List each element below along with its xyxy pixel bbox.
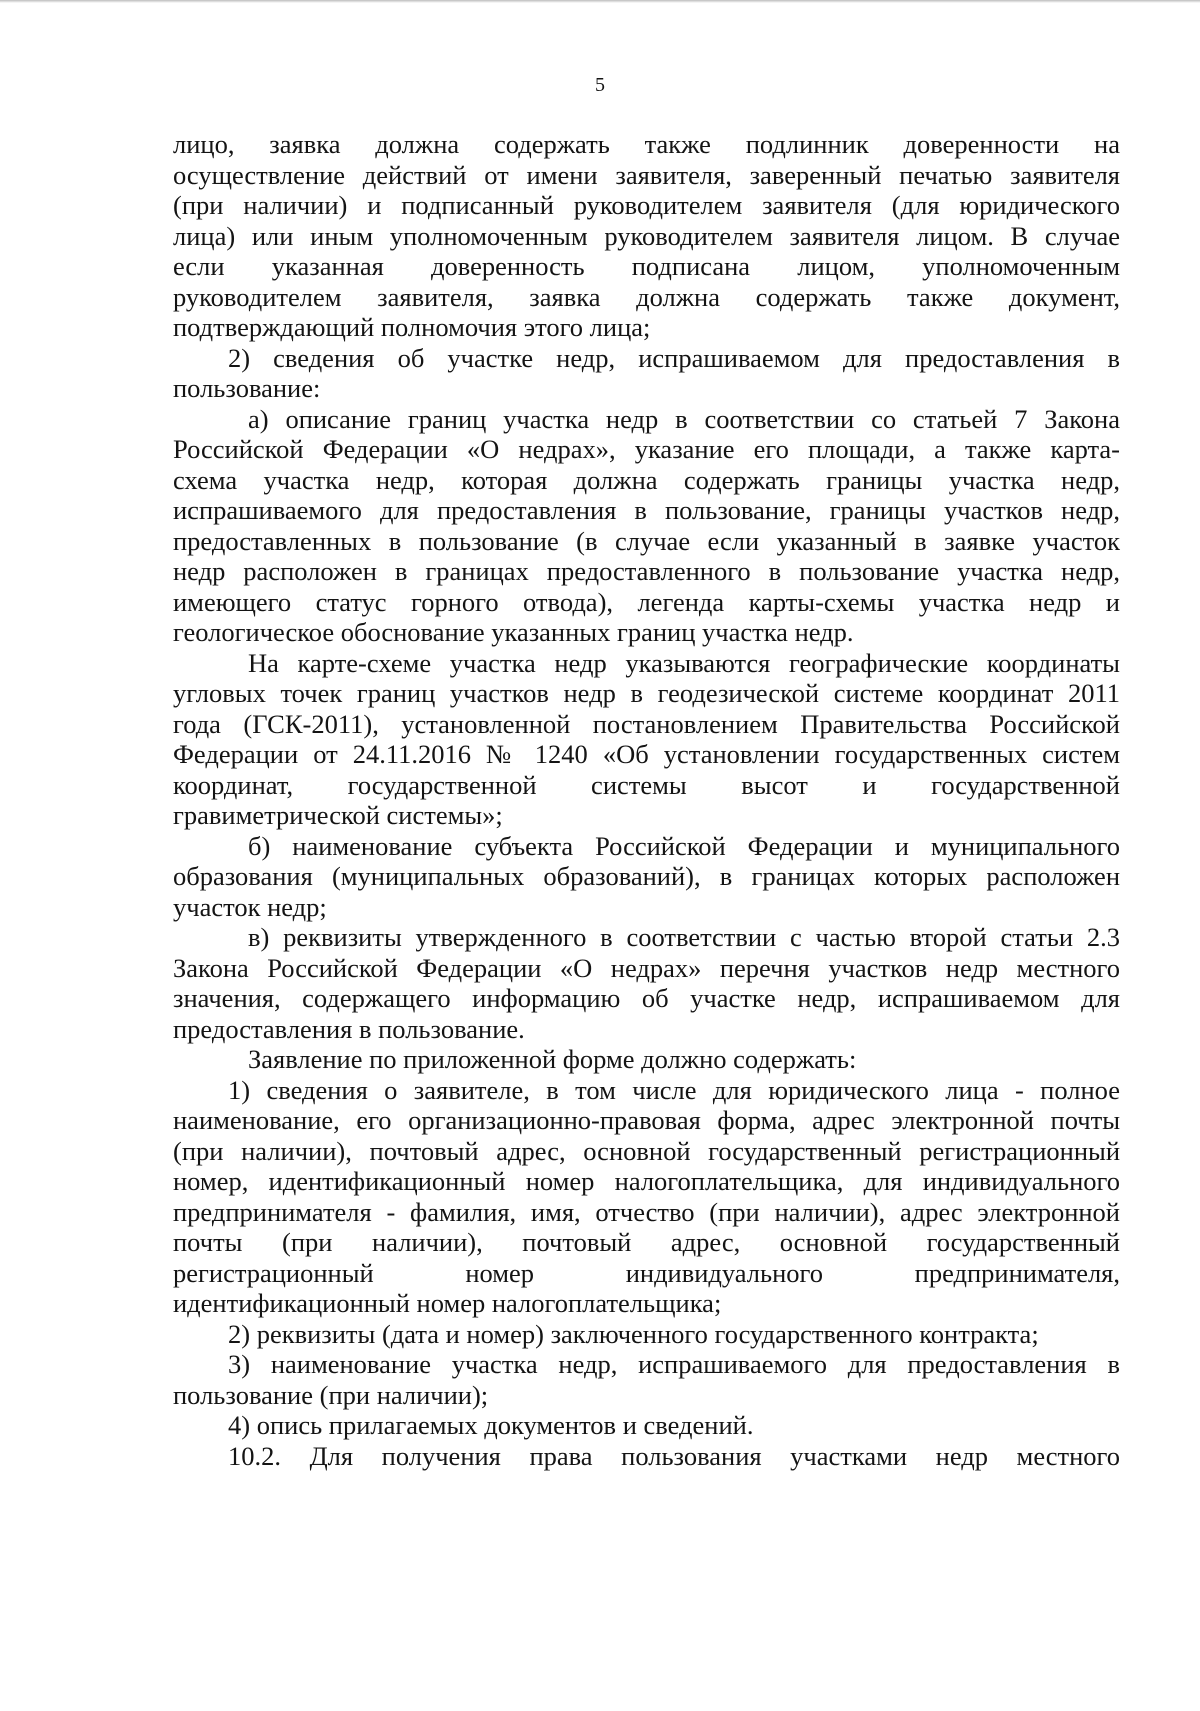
text-line: значения, содержащего информацию об участке недр, испрашиваемом для — [173, 983, 1120, 1013]
text-line: 3) наименование участка недр, испрашиваемого для предоставления в — [228, 1349, 1120, 1379]
text-line: если указанная доверенность подписана лицом, уполномоченным — [173, 251, 1120, 281]
text-line: лица) или иным уполномоченным руководителем заявителя лицом. В случае — [173, 220, 1120, 251]
text-line: угловых точек границ участков недр в геодезической системе координат 2011 — [173, 678, 1120, 708]
text-line: геологическое обоснование указанных границ участка недр. — [173, 617, 854, 647]
text-line: предоставления в пользование. — [173, 1013, 525, 1044]
text-line: образования (муниципальных образований), в границах которых расположен — [173, 861, 1120, 891]
text-line: предпринимателя - фамилия, имя, отчество (при наличии), адрес электронной — [173, 1196, 1120, 1227]
page-number: 5 — [595, 74, 605, 96]
text-line: (при наличии) и подписанный руководителем заявителя (для юридического — [173, 190, 1120, 220]
text-line: 2) сведения об участке недр, испрашиваемом для предоставления в — [228, 342, 1120, 373]
text-line: 2) реквизиты (дата и номер) заключенного государственного контракта; — [228, 1318, 1039, 1349]
text-line: координат, государственной системы высот и государственной — [173, 769, 1120, 800]
text-line: испрашиваемого для предоставления в пользование, границы участков недр, — [173, 495, 1120, 525]
document-body — [173, 129, 1120, 1471]
text-line: предоставленных в пользование (в случае если указанный в заявке участок — [173, 525, 1120, 556]
text-line: 4) опись прилагаемых документов и сведений. — [228, 1410, 754, 1440]
text-line: 1) сведения о заявителе, в том числе для юридического лица - полное — [228, 1074, 1120, 1105]
text-line: б) наименование субъекта Российской Федерации и муниципального — [248, 830, 1120, 861]
text-line: почты (при наличии), почтовый адрес, основной государственный — [173, 1227, 1120, 1257]
text-line: недр расположен в границах предоставленного в пользование участка недр, — [173, 556, 1120, 586]
text-line: подтверждающий полномочия этого лица; — [173, 312, 651, 342]
text-line: наименование, его организационно-правовая форма, адрес электронной почты — [173, 1105, 1120, 1135]
text-line: идентификационный номер налогоплательщика; — [173, 1288, 722, 1318]
text-line: пользование (при наличии); — [173, 1379, 489, 1410]
text-line: гравиметрической системы»; — [173, 800, 503, 830]
text-line: схема участка недр, которая должна содержать границы участка недр, — [173, 464, 1120, 495]
text-line: осуществление действий от имени заявителя, заверенный печатью заявителя — [173, 159, 1120, 190]
text-line: 10.2. Для получения права пользования участками недр местного — [228, 1440, 1120, 1471]
text-line: регистрационный номер индивидуального предпринимателя, — [173, 1257, 1120, 1288]
text-line: лицо, заявка должна содержать также подлинник доверенности на — [173, 129, 1120, 159]
text-line: в) реквизиты утвержденного в соответствии с частью второй статьи 2.3 — [248, 922, 1120, 952]
text-line: пользование: — [173, 373, 321, 403]
text-line: участок недр; — [173, 891, 327, 922]
scan-edge — [0, 0, 1200, 3]
text-line: номер, идентификационный номер налогоплательщика, для индивидуального — [173, 1166, 1120, 1196]
text-line: Закона Российской Федерации «О недрах» перечня участков недр местного — [173, 952, 1120, 983]
text-line: На карте-схеме участка недр указываются географические координаты — [248, 647, 1120, 678]
text-line: имеющего статус горного отвода), легенда карты-схемы участка недр и — [173, 586, 1120, 617]
text-line: (при наличии), почтовый адрес, основной государственный регистрационный — [173, 1135, 1120, 1166]
text-line: года (ГСК-2011), установленной постановлением Правительства Российской — [173, 708, 1120, 739]
text-line: руководителем заявителя, заявка должна содержать также документ, — [173, 281, 1120, 312]
text-line: Федерации от 24.11.2016 № 1240 «Об установлении государственных систем — [173, 739, 1120, 769]
text-line: Российской Федерации «О недрах», указание его площади, а также карта- — [173, 434, 1120, 464]
text-line: Заявление по приложенной форме должно содержать: — [248, 1044, 857, 1074]
text-line: а) описание границ участка недр в соответствии со статьей 7 Закона — [248, 403, 1120, 434]
